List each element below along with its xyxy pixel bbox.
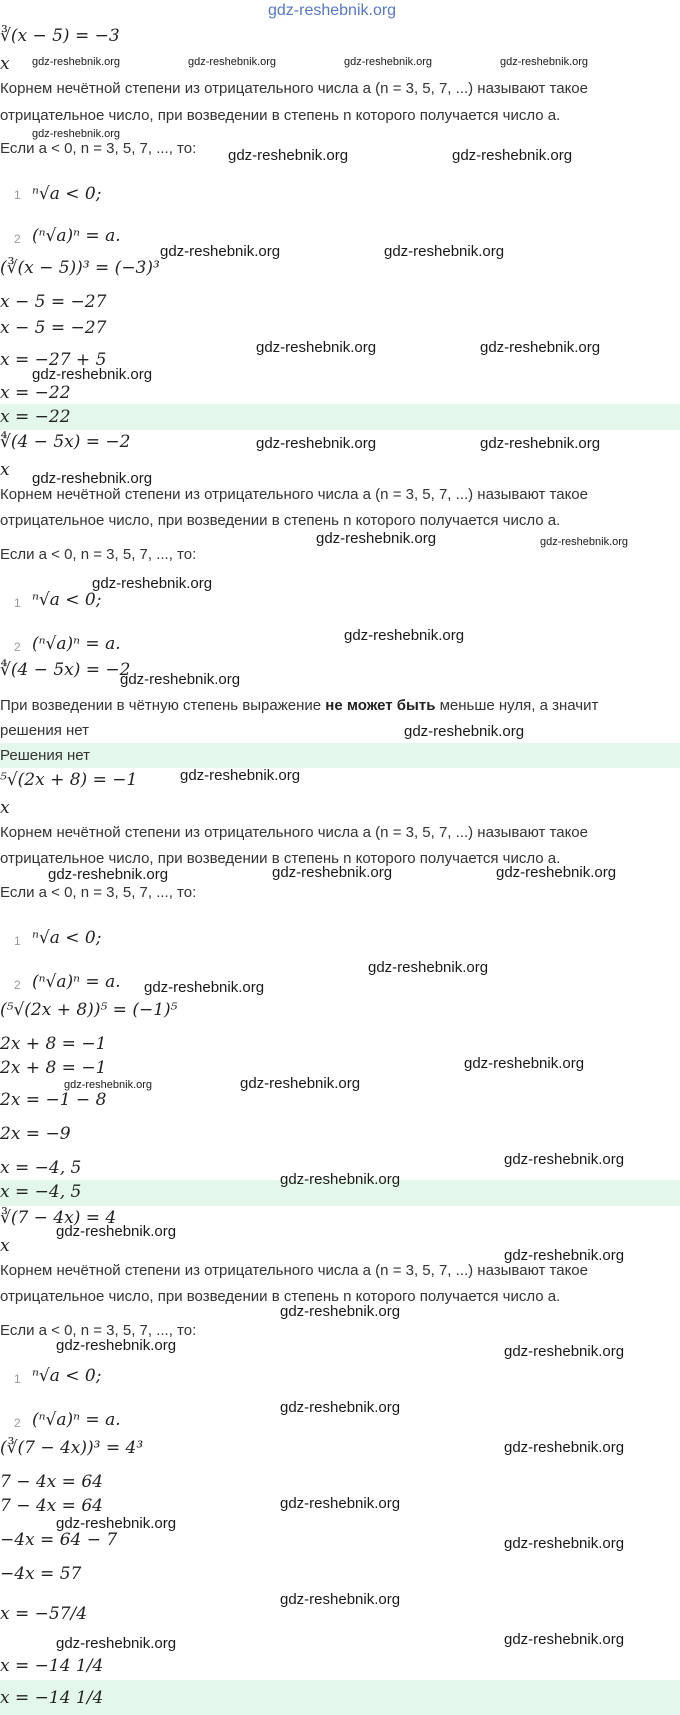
property-1: ⁿ√a < 0;: [32, 1366, 102, 1386]
property-2: (ⁿ√a)ⁿ = a.: [32, 634, 121, 654]
math-step: 7 − 4x = 64: [0, 1496, 103, 1516]
explanation-text: При возведении в чётную степень выражение: [0, 697, 326, 714]
explanation: [0, 697, 598, 714]
watermark: gdz-reshebnik.org: [56, 1223, 177, 1240]
watermark: gdz-reshebnik.org: [496, 864, 617, 881]
watermark: gdz-reshebnik.org: [344, 56, 433, 68]
math-step: x = −22: [0, 383, 71, 403]
math-step: 2x + 8 = −1: [0, 1034, 107, 1054]
property-2: (ⁿ√a)ⁿ = a.: [32, 972, 121, 992]
list-number: 2: [14, 978, 21, 992]
watermark: gdz-reshebnik.org: [48, 866, 169, 883]
header-watermark[interactable]: gdz-reshebnik.org: [268, 2, 397, 19]
watermark: gdz-reshebnik.org: [256, 435, 377, 452]
watermark: gdz-reshebnik.org: [228, 147, 349, 164]
list-number: 1: [14, 1372, 21, 1386]
math-step: 2x + 8 = −1: [0, 1058, 107, 1078]
list-number: 2: [14, 640, 21, 654]
math-step: x = −14 1/4: [0, 1656, 104, 1676]
watermark: gdz-reshebnik.org: [32, 128, 121, 140]
watermark: gdz-reshebnik.org: [280, 1171, 401, 1188]
math-step: −4x = 57: [0, 1564, 82, 1584]
watermark: gdz-reshebnik.org: [452, 147, 573, 164]
list-number: 1: [14, 188, 21, 202]
math-step: x − 5 = −27: [0, 292, 107, 312]
watermark: gdz-reshebnik.org: [280, 1495, 401, 1512]
variable-label: x: [0, 54, 10, 74]
watermark: gdz-reshebnik.org: [272, 864, 393, 881]
watermark: gdz-reshebnik.org: [500, 56, 589, 68]
property-1: ⁿ√a < 0;: [32, 590, 102, 610]
watermark: gdz-reshebnik.org: [280, 1399, 401, 1416]
condition-line: Если a < 0, n = 3, 5, 7, ..., то:: [0, 1322, 197, 1339]
watermark: gdz-reshebnik.org: [56, 1635, 177, 1652]
answer: x = −4, 5: [0, 1182, 82, 1202]
explanation: решения нет: [0, 722, 90, 739]
math-step: x = −4, 5: [0, 1158, 82, 1178]
watermark: gdz-reshebnik.org: [56, 1515, 177, 1532]
list-number: 2: [14, 1416, 21, 1430]
property-2: (ⁿ√a)ⁿ = a.: [32, 1410, 121, 1430]
answer-highlight: [0, 404, 680, 430]
watermark: gdz-reshebnik.org: [280, 1591, 401, 1608]
definition-line: отрицательное число, при возведении в степень n которого получается число a.: [0, 107, 561, 124]
list-number: 1: [14, 934, 21, 948]
watermark: gdz-reshebnik.org: [180, 767, 301, 784]
equation: ∛(x − 5) = −3: [0, 26, 120, 46]
list-number: 2: [14, 232, 21, 246]
watermark: gdz-reshebnik.org: [316, 530, 437, 547]
watermark: gdz-reshebnik.org: [504, 1343, 625, 1360]
answer-highlight: [0, 743, 680, 768]
watermark: gdz-reshebnik.org: [480, 435, 601, 452]
watermark: gdz-reshebnik.org: [256, 339, 377, 356]
watermark: gdz-reshebnik.org: [480, 339, 601, 356]
property-1: ⁿ√a < 0;: [32, 928, 102, 948]
math-step: −4x = 64 − 7: [0, 1530, 118, 1550]
definition-line: отрицательное число, при возведении в степень n которого получается число a.: [0, 1288, 561, 1305]
condition-line: Если a < 0, n = 3, 5, 7, ..., то:: [0, 140, 197, 157]
condition-line: Если a < 0, n = 3, 5, 7, ..., то:: [0, 884, 197, 901]
math-step: ∜(4 − 5x) = −2: [0, 660, 131, 680]
math-step: 7 − 4x = 64: [0, 1472, 103, 1492]
watermark: gdz-reshebnik.org: [464, 1055, 585, 1072]
variable-label: x: [0, 460, 10, 480]
definition-line: Корнем нечётной степени из отрицательного числа a (n = 3, 5, 7, ...) называют такое: [0, 1262, 588, 1279]
watermark: gdz-reshebnik.org: [504, 1631, 625, 1648]
watermark: gdz-reshebnik.org: [404, 723, 525, 740]
watermark: gdz-reshebnik.org: [504, 1151, 625, 1168]
watermark: gdz-reshebnik.org: [188, 56, 277, 68]
watermark: gdz-reshebnik.org: [240, 1075, 361, 1092]
watermark: gdz-reshebnik.org: [32, 366, 153, 383]
math-step: x = −27 + 5: [0, 350, 107, 370]
answer: x = −22: [0, 407, 71, 427]
definition-line: отрицательное число, при возведении в степень n которого получается число a.: [0, 850, 561, 867]
watermark: gdz-reshebnik.org: [64, 1079, 153, 1091]
property-2: (ⁿ√a)ⁿ = a.: [32, 226, 121, 246]
condition-line: Если a < 0, n = 3, 5, 7, ..., то:: [0, 546, 197, 563]
watermark: gdz-reshebnik.org: [344, 627, 465, 644]
definition-line: Корнем нечётной степени из отрицательного числа a (n = 3, 5, 7, ...) называют такое: [0, 824, 588, 841]
watermark: gdz-reshebnik.org: [120, 671, 241, 688]
list-number: 1: [14, 596, 21, 610]
watermark: gdz-reshebnik.org: [368, 959, 489, 976]
equation: ∛(7 − 4x) = 4: [0, 1208, 117, 1228]
equation: ∜(4 − 5x) = −2: [0, 432, 131, 452]
emphasis-text: не может быть: [325, 697, 436, 714]
watermark: gdz-reshebnik.org: [92, 575, 213, 592]
math-step: 2x = −9: [0, 1124, 71, 1144]
watermark: gdz-reshebnik.org: [504, 1439, 625, 1456]
definition-line: Корнем нечётной степени из отрицательного числа a (n = 3, 5, 7, ...) называют такое: [0, 80, 588, 97]
watermark: gdz-reshebnik.org: [504, 1247, 625, 1264]
property-1: ⁿ√a < 0;: [32, 184, 102, 204]
math-step: 2x = −1 − 8: [0, 1090, 107, 1110]
variable-label: x: [0, 1236, 10, 1256]
watermark: gdz-reshebnik.org: [144, 979, 265, 996]
watermark: gdz-reshebnik.org: [160, 243, 281, 260]
math-step: (∛(x − 5))³ = (−3)³: [0, 258, 160, 278]
watermark: gdz-reshebnik.org: [32, 470, 153, 487]
definition-line: Корнем нечётной степени из отрицательного числа a (n = 3, 5, 7, ...) называют такое: [0, 486, 588, 503]
math-step: (∛(7 − 4x))³ = 4³: [0, 1438, 144, 1458]
math-step: x = −57/4: [0, 1604, 88, 1624]
watermark: gdz-reshebnik.org: [280, 1303, 401, 1320]
watermark: gdz-reshebnik.org: [56, 1337, 177, 1354]
answer: Решения нет: [0, 747, 91, 764]
equation: ⁵√(2x + 8) = −1: [0, 770, 138, 790]
explanation-text: меньше нуля, а значит: [435, 697, 599, 714]
math-step: (⁵√(2x + 8))⁵ = (−1)⁵: [0, 1000, 178, 1020]
watermark: gdz-reshebnik.org: [504, 1535, 625, 1552]
watermark: gdz-reshebnik.org: [32, 56, 121, 68]
answer: x = −14 1/4: [0, 1688, 104, 1708]
math-step: x − 5 = −27: [0, 318, 107, 338]
watermark: gdz-reshebnik.org: [384, 243, 505, 260]
definition-line: отрицательное число, при возведении в степень n которого получается число a.: [0, 512, 561, 529]
variable-label: x: [0, 798, 10, 818]
watermark: gdz-reshebnik.org: [540, 536, 629, 548]
